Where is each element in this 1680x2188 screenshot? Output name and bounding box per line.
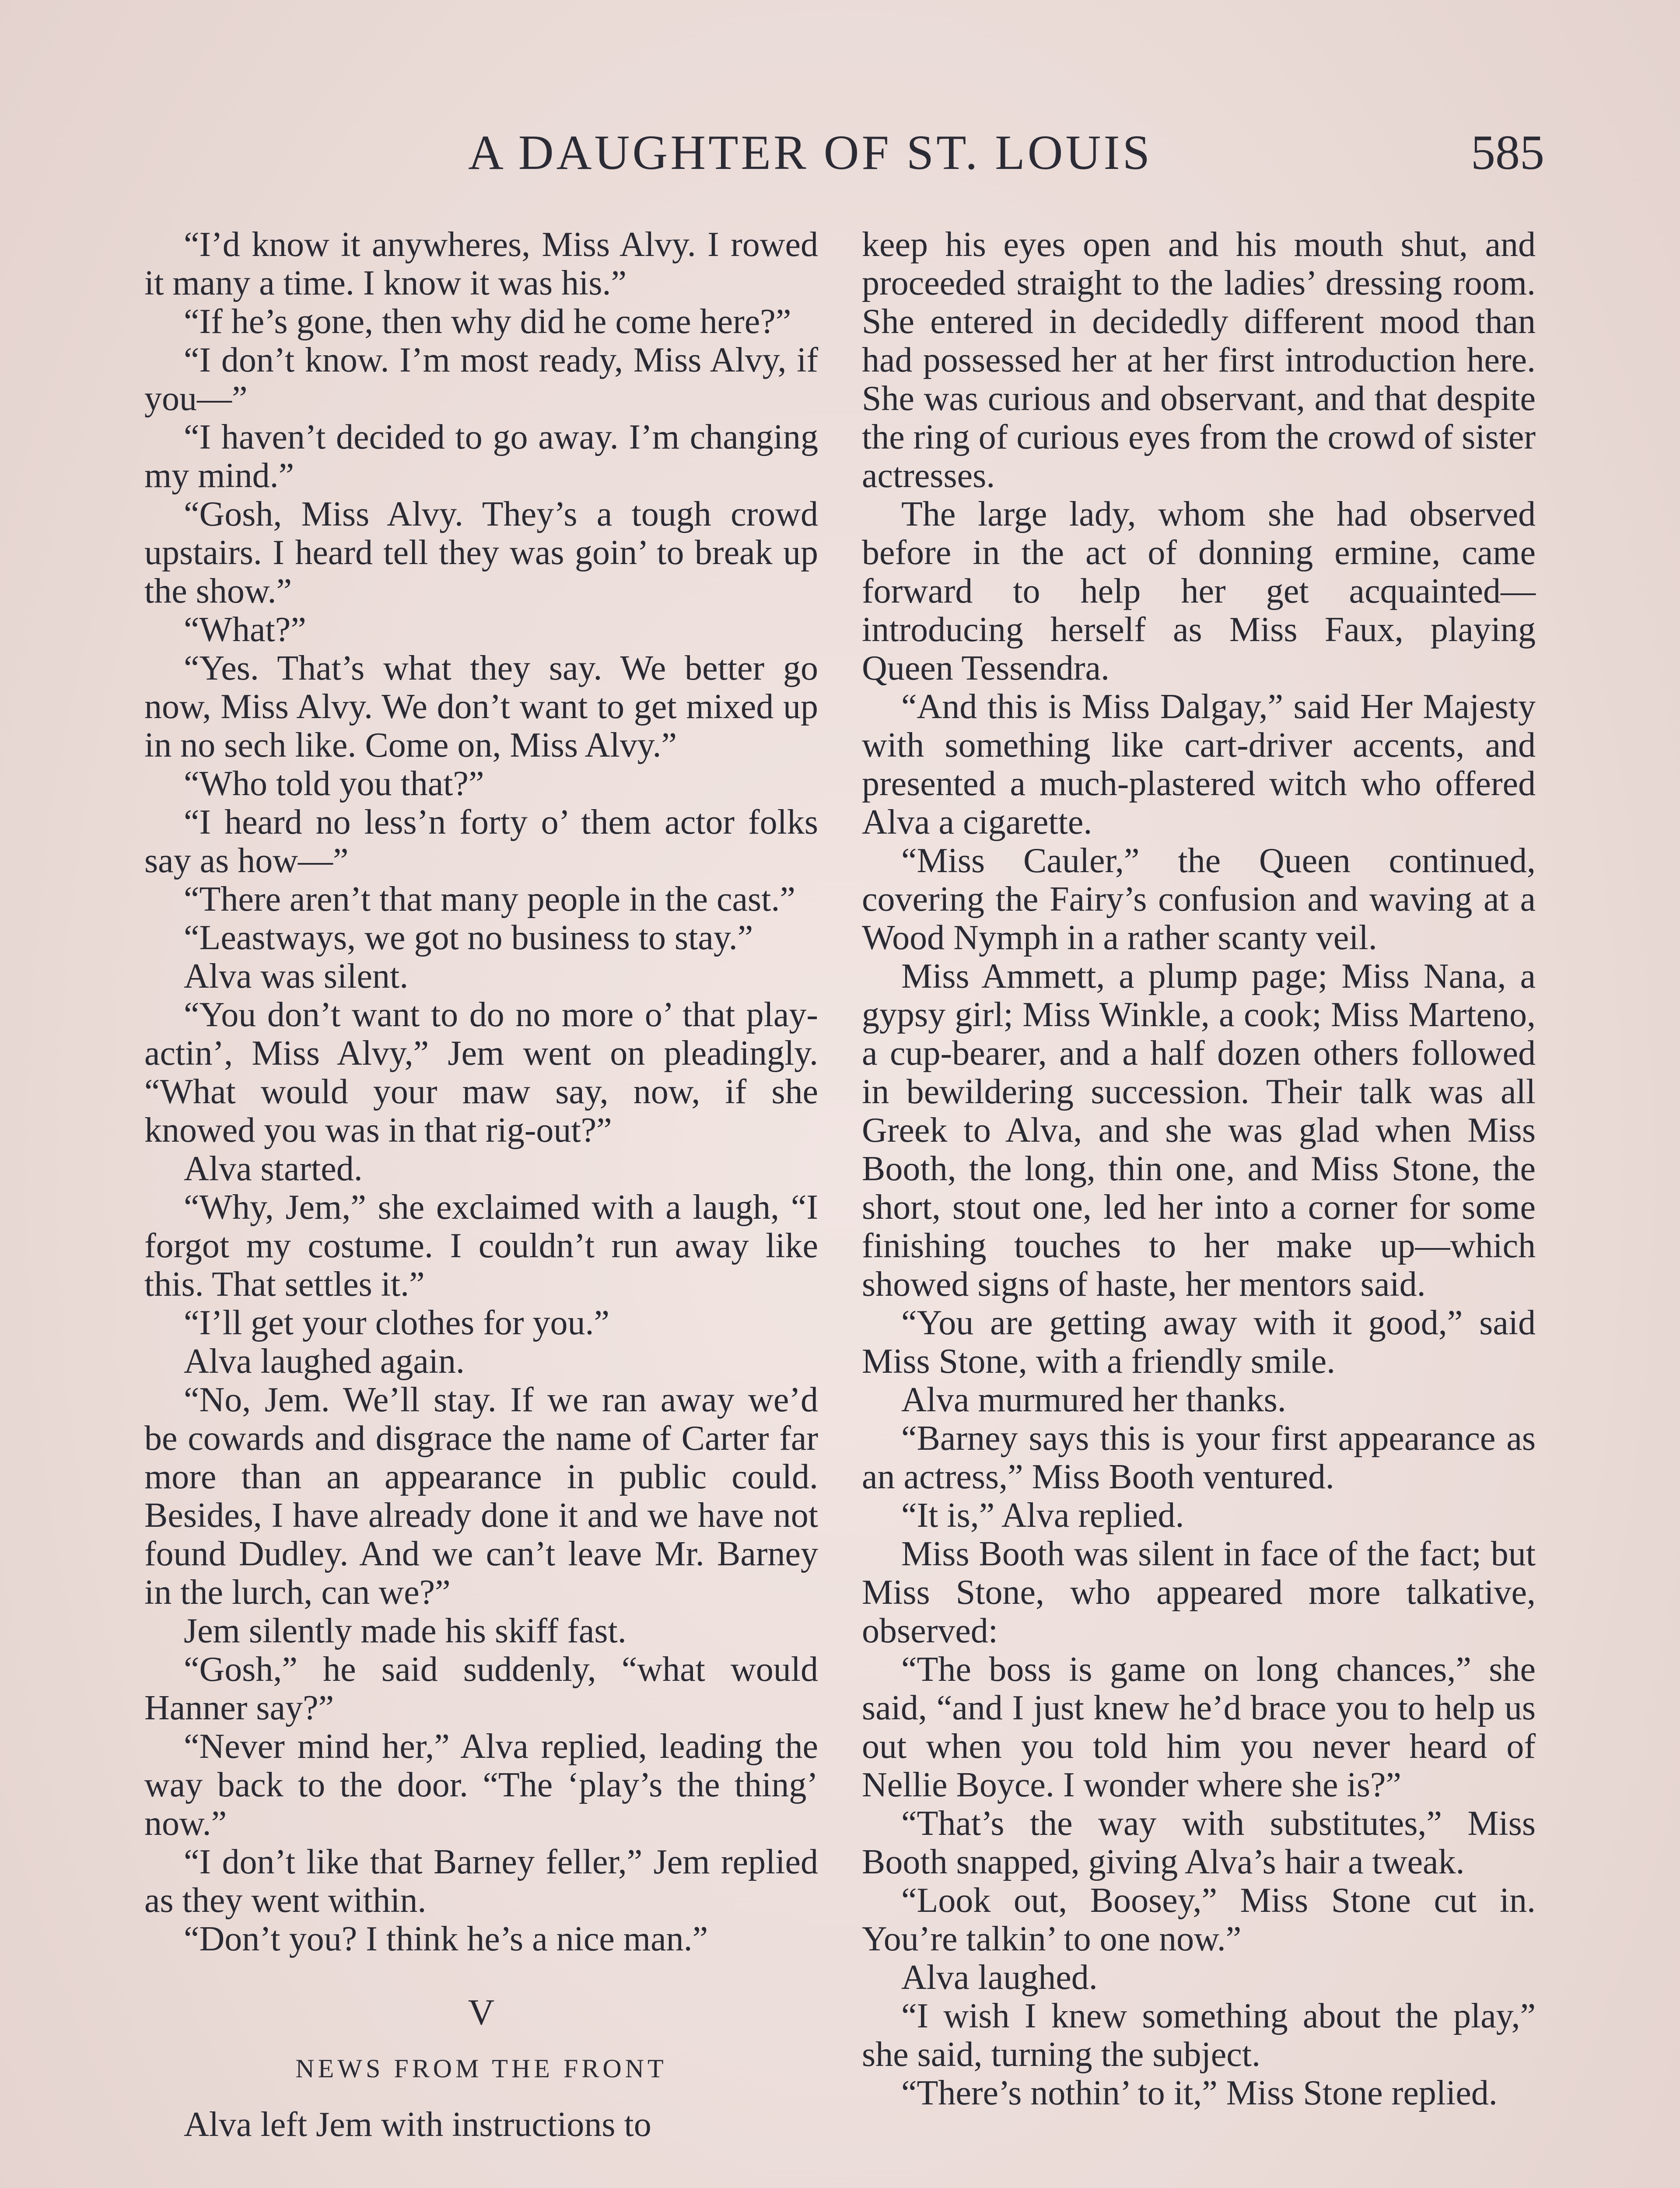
paragraph: “Don’t you? I think he’s a nice man.” xyxy=(184,1920,708,1958)
paragraph: “The boss is game on long chances,” she said, “and I just knew he’d brace you to help us out when you told him you never heard of Nellie Boyce. I wonder where she is?” xyxy=(862,1650,1536,1804)
paragraph: “If he’s gone, then why did he come here?” xyxy=(184,302,791,341)
paragraph: “I wish I knew something about the play,” she said, turning the subject. xyxy=(862,1997,1536,2074)
paragraph: “Miss Cauler,” the Queen continued, covering the Fairy’s confusion and waving at a Wood Nymph in a rather scanty veil. xyxy=(862,842,1536,957)
paragraph: Alva laughed. xyxy=(901,1958,1098,1997)
right-column xyxy=(862,225,1536,2112)
paragraph: “What?” xyxy=(184,610,306,649)
paragraph: “You are getting away with it good,” said Miss Stone, with a friendly smile. xyxy=(862,1304,1536,1381)
paragraph: “You don’t want to do no more o’ that play-actin’, Miss Alvy,” Jem went on pleadingly. “What would your maw say, now, if she knowed you was in that rig-out?” xyxy=(144,996,818,1150)
paragraph: Alva left Jem with instructions to xyxy=(184,2105,651,2144)
running-head-title: A DAUGHTER OF ST. LOUIS xyxy=(468,126,1152,180)
paragraph: Alva laughed again. xyxy=(184,1342,465,1381)
paragraph: “I’ll get your clothes for you.” xyxy=(184,1304,610,1342)
paragraph: “It is,” Alva replied. xyxy=(901,1496,1184,1535)
paragraph: “Barney says this is your first appearance as an actress,” Miss Booth ventured. xyxy=(862,1419,1536,1496)
left-column xyxy=(144,225,818,2144)
paragraph: Miss Booth was silent in face of the fact; but Miss Stone, who appeared more talkative, observed: xyxy=(862,1535,1536,1650)
paragraph: “Gosh,” he said suddenly, “what would Hanner say?” xyxy=(144,1650,818,1727)
paragraph: “I haven’t decided to go away. I’m changing my mind.” xyxy=(144,418,818,495)
paragraph: “Leastways, we got no business to stay.” xyxy=(184,919,753,957)
paragraph: “No, Jem. We’ll stay. If we ran away we’d be cowards and disgrace the name of Carter far more than an appearance in public could. Besides, I have already done it and we have not found Dudley. And we can’t leave Mr. Barney in the lurch, can we?” xyxy=(144,1381,818,1612)
paragraph: “Gosh, Miss Alvy. They’s a tough crowd upstairs. I heard tell they was goin’ to break up the show.” xyxy=(144,495,818,610)
chapter-number: V xyxy=(468,1992,495,2033)
page-number: 585 xyxy=(1471,126,1544,180)
paragraph: “There’s nothin’ to it,” Miss Stone replied. xyxy=(901,2074,1498,2112)
paragraph: “I don’t like that Barney feller,” Jem replied as they went within. xyxy=(144,1843,818,1920)
paragraph: Alva started. xyxy=(184,1150,363,1188)
paragraph: “Who told you that?” xyxy=(184,764,484,803)
paragraph: Alva was silent. xyxy=(184,957,409,996)
paragraph: The large lady, whom she had observed before in the act of donning ermine, came forward to help her get acquainted—introducing herself as Miss Faux, playing Queen Tessendra. xyxy=(862,495,1536,687)
paragraph: “Look out, Boosey,” Miss Stone cut in. You’re talkin’ to one now.” xyxy=(862,1881,1536,1958)
paragraph: “There aren’t that many people in the cast.” xyxy=(184,880,795,919)
chapter-title: NEWS FROM THE FRONT xyxy=(295,2054,667,2083)
paragraph: Miss Ammett, a plump page; Miss Nana, a gypsy girl; Miss Winkle, a cook; Miss Marteno, a cup-bearer, and a half dozen others followed in bewildering succession. Their talk was all Greek to Alva, and she was glad when Miss Booth, the long, thin one, and Miss Stone, the short, stout one, led her into a corner for some finishing touches to her make up—which showed signs of haste, her mentors said. xyxy=(862,957,1536,1304)
paragraph: “I don’t know. I’m most ready, Miss Alvy, if you—” xyxy=(144,341,818,418)
paragraph: “That’s the way with substitutes,” Miss Booth snapped, giving Alva’s hair a tweak. xyxy=(862,1804,1536,1881)
paragraph: “Never mind her,” Alva replied, leading the way back to the door. “The ‘play’s the thing’ now.” xyxy=(144,1727,818,1843)
paragraph: “Yes. That’s what they say. We better go now, Miss Alvy. We don’t want to get mixed up in no sech like. Come on, Miss Alvy.” xyxy=(144,649,818,764)
paragraph: keep his eyes open and his mouth shut, and proceeded straight to the ladies’ dressing room. She entered in decidedly different mood than had possessed her at her first introduction here. She was curious and observant, and that despite the ring of curious eyes from the crowd of sister actresses. xyxy=(862,225,1536,495)
paragraph: “And this is Miss Dalgay,” said Her Majesty with something like cart-driver accents, and presented a much-plastered witch who offered Alva a cigarette. xyxy=(862,687,1536,842)
paragraph: Alva murmured her thanks. xyxy=(901,1381,1286,1419)
paragraph: Jem silently made his skiff fast. xyxy=(184,1612,626,1650)
paragraph: “Why, Jem,” she exclaimed with a laugh, “I forgot my costume. I couldn’t run away like this. That settles it.” xyxy=(144,1188,818,1304)
paragraph: “I heard no less’n forty o’ them actor folks say as how—” xyxy=(144,803,818,880)
paragraph: “I’d know it anywheres, Miss Alvy. I rowed it many a time. I know it was his.” xyxy=(144,225,818,302)
